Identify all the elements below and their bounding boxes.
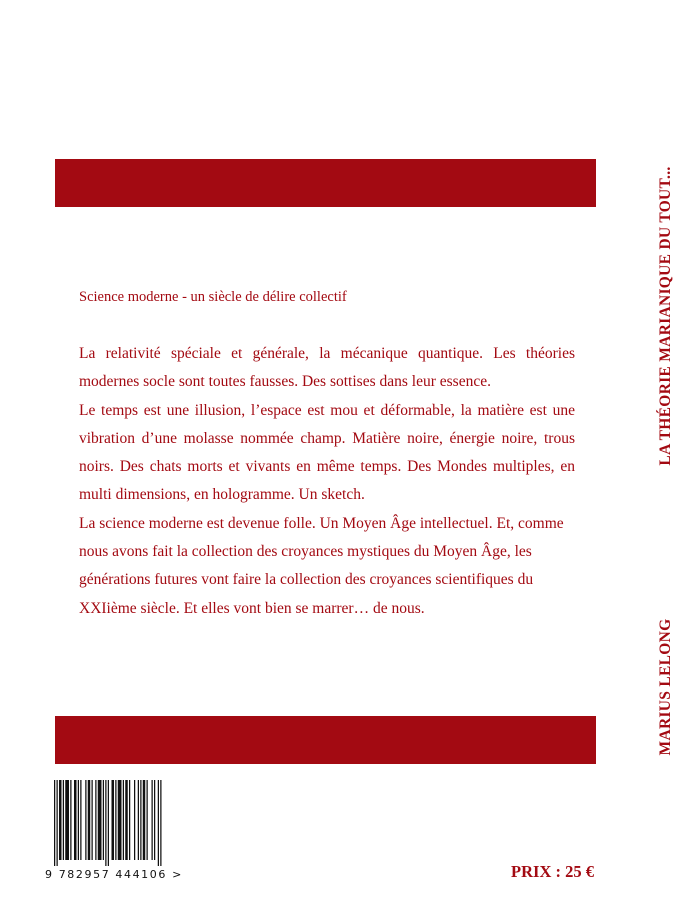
barcode-bar: [54, 780, 55, 866]
barcode-bar: [123, 780, 124, 860]
barcode-bar: [88, 780, 91, 860]
barcode-bar: [63, 780, 64, 860]
barcode-bar: [154, 780, 155, 860]
barcode-bar: [105, 780, 106, 866]
bottom-red-band: [55, 716, 596, 764]
barcode-bar: [95, 780, 96, 860]
isbn-barcode: [45, 780, 180, 866]
barcode-bar: [115, 780, 116, 860]
barcode-bar: [160, 780, 161, 866]
barcode-bar: [108, 780, 109, 866]
barcode-bar: [129, 780, 130, 860]
blurb-paragraph-3: La science moderne est devenue folle. Un Moyen Âge intellectuel. Et, comme nous avons fait la collection des croyances mystiques du Moyen Âge, les générations futures vont faire la collection des croyances scientifiques du XXIième siècle. Et elles vont bien se marrer… de nous.: [79, 514, 564, 617]
barcode-bar: [143, 780, 146, 860]
barcode-bar: [78, 780, 79, 860]
barcode-bar: [98, 780, 102, 860]
barcode-bar: [140, 780, 141, 860]
barcode-bar: [152, 780, 153, 860]
barcode-bar: [57, 780, 58, 866]
barcode-bar: [92, 780, 93, 860]
barcode-digits: 9 782957 444106 >: [45, 868, 183, 881]
barcode-bar: [134, 780, 135, 860]
barcode-bar: [80, 780, 81, 860]
barcode-bar: [74, 780, 77, 860]
barcode-bar: [125, 780, 128, 860]
barcode-bar: [112, 780, 115, 860]
barcode-bar: [65, 780, 69, 860]
barcode-bar: [59, 780, 62, 860]
barcode-bar: [85, 780, 86, 860]
barcode-bar: [103, 780, 104, 860]
blurb-paragraph-2: Le temps est une illusion, l’espace est mou et déformable, la matière est une vibration d’une molasse nommée champ. Matière noire, énergie noire, trous noirs. Des chats morts et vivants en même temps. Des Mondes multiples, en multi dimensions, en hologramme. Un sketch.: [79, 401, 575, 504]
spine-title: LA THÉORIE MARIANIQUE DU TOUT...: [657, 166, 674, 466]
barcode-bar: [158, 780, 159, 866]
price-label: PRIX : 25 €: [511, 862, 594, 881]
barcode-bar: [118, 780, 122, 860]
barcode-bar: [138, 780, 139, 860]
barcode-bar: [70, 780, 71, 860]
back-cover-subtitle: Science moderne - un siècle de délire collectif: [79, 289, 347, 305]
top-red-band: [55, 159, 596, 207]
back-cover-blurb: [79, 340, 575, 623]
blurb-paragraph-1: La relativité spéciale et générale, la mécanique quantique. Les théories modernes socle sont toutes fausses. Des sottises dans leur essence.: [79, 345, 575, 391]
barcode-bar: [147, 780, 148, 860]
spine-author: MARIUS LELONG: [657, 618, 674, 756]
